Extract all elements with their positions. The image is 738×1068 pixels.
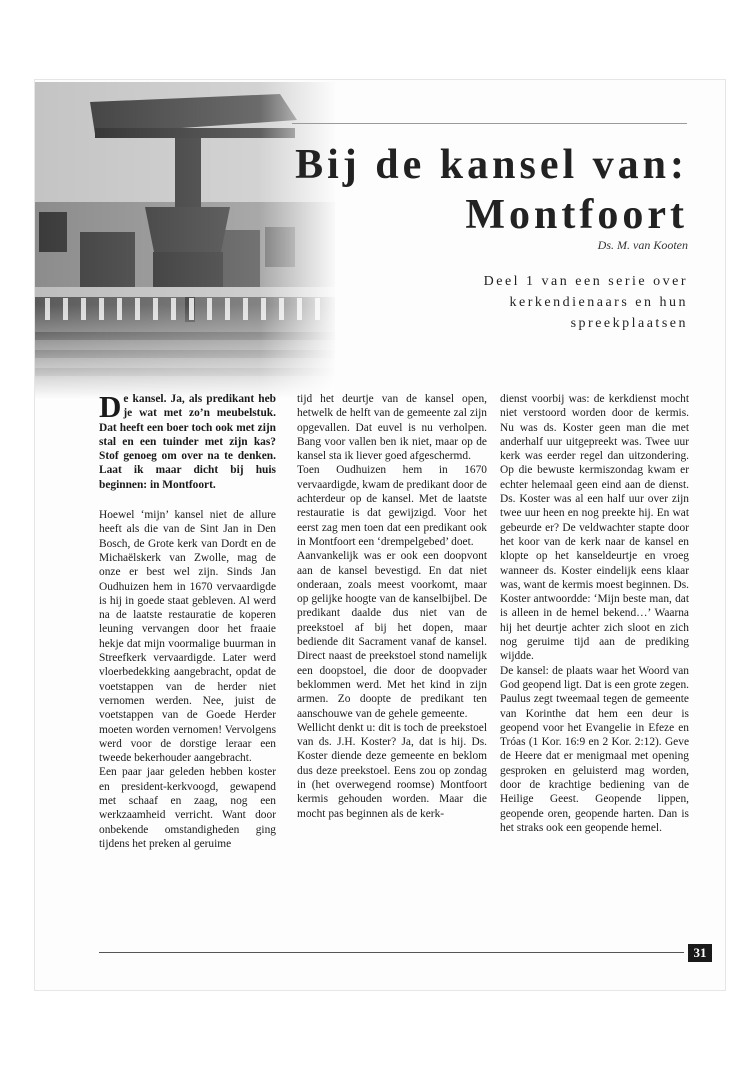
intro-text: e kansel. Ja, als predikant heb je wat met zo’n meubelstuk. Dat heeft een boer toch ook met zijn stal en een tuinder met zijn kas? Stof genoeg om over na te denken. Laat ik maar dicht bij huis beginnen: in Montfoort. bbox=[99, 393, 276, 491]
pulpit-illustration bbox=[35, 82, 335, 400]
author-byline: Ds. M. van Kooten bbox=[597, 238, 688, 252]
footer-rule bbox=[99, 952, 684, 953]
column-2 bbox=[297, 392, 487, 821]
page-number: 31 bbox=[688, 944, 712, 962]
article-title bbox=[268, 140, 688, 240]
paragraph: dienst voorbij was: de kerkdienst mocht niet verstoord worden door de kermis. Nu was ds. Koster geen man die met anderhalf uur uitgepreekt was. Twee uur kerk was eerder regel dan uitzondering. Op die bewuste kermiszondag kwam er echter helemaal geen eind aan de dienst. Ds. Koster was al een half uur over zijn twee uur heen en nog preekte hij. En wat gebeurde er? De veldwachter stapte door het koor van de kerk naar de kansel en klopte op het kanseldeurtje en vroeg wanneer ds. Koster eindelijk eens klaar was, want de kermis moest beginnen. Ds. Koster antwoordde: ‘Mijn beste man, dat is alleen in de hemel bekend…’ Waarna hij het deurtje achter zich sloot en zich nog geruime tijd aan de prediking wijdde. bbox=[500, 393, 689, 663]
drop-cap: D bbox=[99, 389, 122, 424]
paragraph: Wellicht denkt u: dit is toch de preekstoel van ds. J.H. Koster? Ja, dat is hij. Ds. Koster diende deze gemeente en beklom dus deze preekstoel. Eens zou op zondag in (het overwegend roomse) Montfoort kermis gehouden worden. Maar die mocht pas beginnen als de kerk- bbox=[297, 721, 487, 820]
paragraph: Toen Oudhuizen hem in 1670 vervaardigde, kwam de predikant door de achterdeur op de kansel. Met de laatste restauratie is dat gewijzigd. Voor het eerst zag men toen dat een predikant ook in Montfoort een ‘drempelgebed’ doet. bbox=[297, 464, 487, 548]
paragraph: De kansel: de plaats waar het Woord van God geopend ligt. Dat is een grote zegen. Paulus zegt tweemaal tegen de gemeente van Korinthe dat hem een deur is geopend voor het Evangelie in Efeze en Tróas (1 Kor. 16:9 en 2 Kor. 2:12). Geve de Heere dat er menigmaal met opening gesproken en geluisterd mag worden, door de krachtige bediening van de Heilige Geest. Geopende lippen, geopende oren, geopende harten. Dan is het straks ook een geopende hemel. bbox=[500, 664, 689, 834]
paragraph: Aanvankelijk was er ook een doopvont aan de kansel bevestigd. En dat niet onderaan, zoals meest voorkomt, maar op gelijke hoogte van de kanselbijbel. De predikant daalde dus niet van de preekstoel af bij het dopen, maar bediende dit Sacrament vanaf de kansel. Direct naast de preekstoel stond namelijk een doopstoel, die door de doopvader beklommen werd. Met het kind in zijn armen. Zo doopte de predikant ten aanschouwe van de gehele gemeente. bbox=[297, 550, 487, 720]
intro-paragraph bbox=[99, 389, 276, 492]
header-rule bbox=[292, 123, 687, 124]
title-line-1: Bij de kansel van: bbox=[295, 142, 688, 188]
paragraph: tijd het deurtje van de kansel open, hetwelk de helft van de gemeente zal zijn opgevallen. Dat euvel is nu verholpen. Bang voor vallen ben ik niet, maar op de kansel sta ik liever goed afgeschermd. bbox=[297, 393, 487, 463]
column-1 bbox=[99, 389, 276, 851]
column-3 bbox=[500, 392, 689, 835]
paragraph: Hoewel ‘mijn’ kansel niet de allure heeft als die van de Sint Jan in Den Bosch, de Grote kerk van Dordt en de Michaëlskerk van Zwolle, mag de onze er best wel zijn. Sinds Jan Oudhuizen hem in 1670 vervaardigde is hij in goede staat gebleven. Al werd na de laatste restauratie de koperen leuning vervangen door het fraaie hekje dat mijn voormalige buurman in Streefkerk vervaardigde. Later werd vloerbedekking aangebracht, opdat de voetstappen van de herder niet vernomen werden. Nee, juist de voetstappen van de Goede Herder moeten worden vernomen! Vervolgens werd voor de dorstige leraar een tweede bekerhouder aangebracht. bbox=[99, 509, 276, 765]
pulpit-photo bbox=[35, 82, 335, 400]
paragraph: Een paar jaar geleden hebben koster en president-kerkvoogd, gewapend met schaaf en zaag, nog een werkzaamheid verricht. Want door onbekende omstandigheden ging tijdens het preken al geruime bbox=[99, 766, 276, 850]
article-subtitle: Deel 1 van een serie over kerkendienaars en hun spreekplaatsen bbox=[483, 274, 688, 331]
title-line-2: Montfoort bbox=[465, 192, 688, 238]
